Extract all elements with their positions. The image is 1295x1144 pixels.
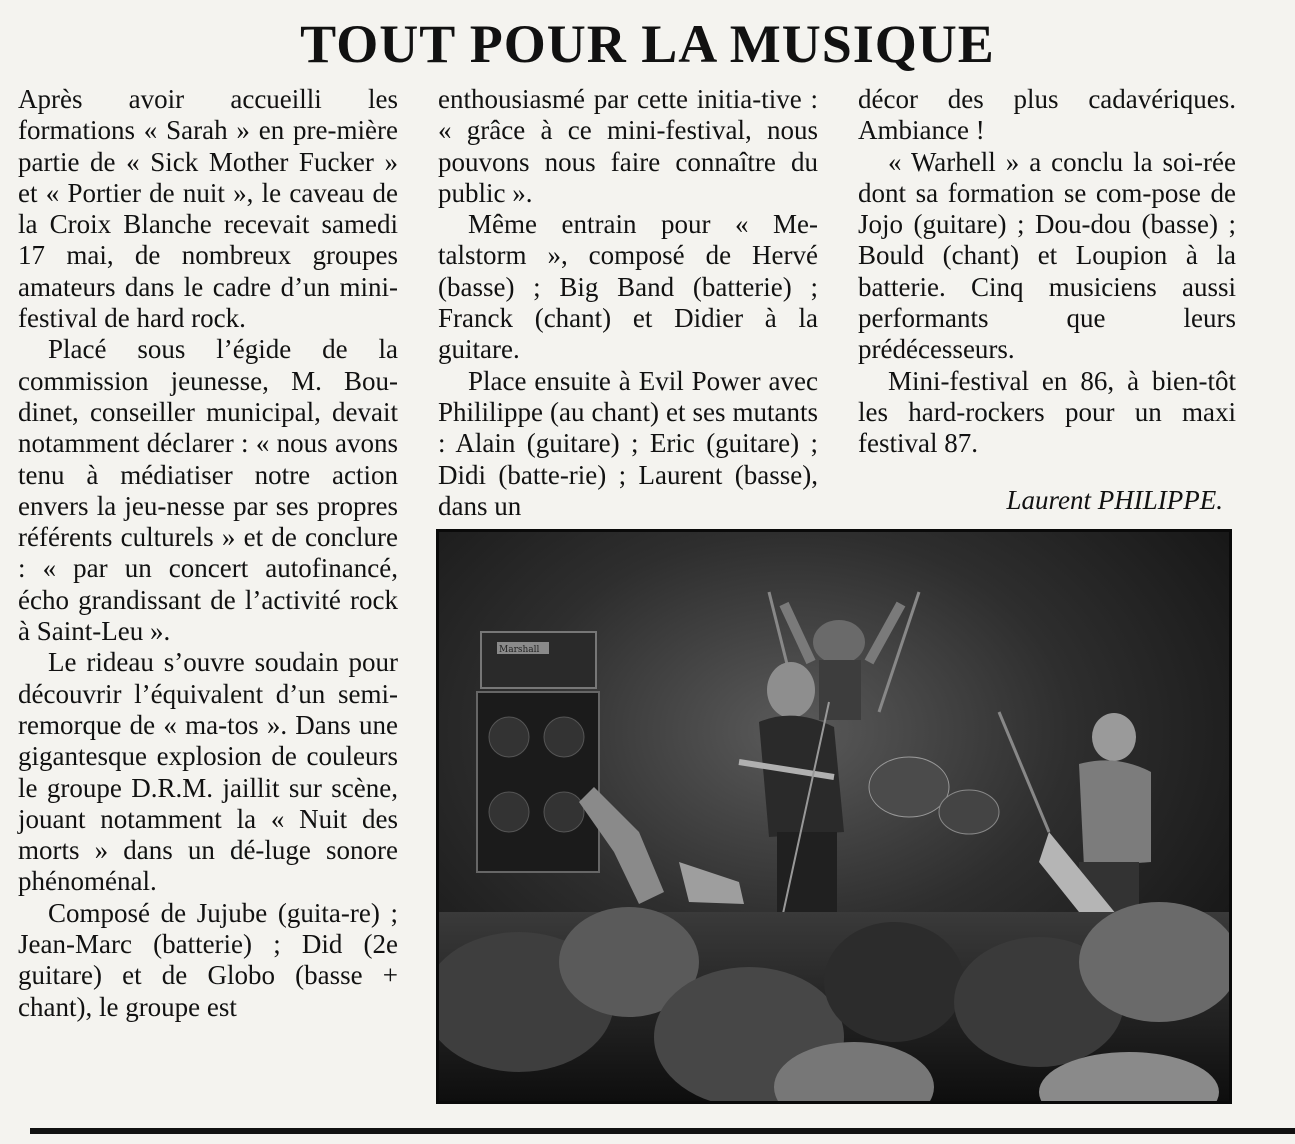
amplifier-logo: Marshall	[499, 645, 540, 655]
paragraph: Mini-festival en 86, à bien-tôt les hard-rockers pour un maxi festival 87.	[858, 365, 1236, 459]
paragraph: Composé de Jujube (guita-re) ; Jean-Marc (batterie) ; Did (2e guitare) et de Globo (basse + chant), le groupe est	[18, 897, 398, 1022]
bottom-rule	[30, 1128, 1295, 1134]
concert-photo	[436, 529, 1232, 1104]
article-title: TOUT POUR LA MUSIQUE	[300, 14, 995, 74]
column-2	[438, 84, 818, 522]
concert-photo-illustration	[439, 532, 1229, 1101]
paragraph: décor des plus cadavériques. Ambiance !	[858, 84, 1236, 146]
column-3	[858, 84, 1236, 460]
paragraph: Placé sous l’égide de la commission jeunesse, M. Bou-dinet, conseiller municipal, devait notamment déclarer : « nous avons tenu à médiatiser notre action envers la jeu-nesse par ses propres référents culturels » et de conclure : « par un concert autofinancé, écho grandissant de l’activité rock à Saint-Leu ».	[18, 334, 398, 647]
author-signature: Laurent PHILIPPE.	[1006, 485, 1223, 515]
crowd	[439, 902, 1229, 1101]
paragraph: « Warhell » a conclu la soi-rée dont sa formation se com-pose de Jojo (guitare) ; Dou-dou (basse) ; Bould (chant) et Loupion à la batterie. Cinq musiciens aussi performants que leurs prédécesseurs.	[858, 146, 1236, 365]
amplifier-stack	[477, 632, 599, 872]
paragraph: Après avoir accueilli les formations « Sarah » en pre-mière partie de « Sick Mother Fucker » et « Portier de nuit », le caveau de la Croix Blanche recevait samedi 17 mai, de nombreux groupes amateurs dans le cadre d’un mini-festival de hard rock.	[18, 84, 398, 334]
paragraph: Même entrain pour « Me-talstorm », composé de Hervé (basse) ; Big Band (batterie) ; Franck (chant) et Didier à la guitare.	[438, 209, 818, 365]
column-1	[18, 84, 398, 1023]
paragraph: Le rideau s’ouvre soudain pour découvrir l’équivalent d’un semi-remorque de « ma-tos ». Dans une gigantesque explosion de couleurs le groupe D.R.M. jaillit sur scène, jouant notamment la « Nuit des morts » dans un dé-luge sonore phénoménal.	[18, 647, 398, 897]
paragraph: Place ensuite à Evil Power avec Phililippe (au chant) et ses mutants : Alain (guitare) ; Eric (guitare) ; Didi (batte-rie) ; Laurent (basse), dans un	[438, 365, 818, 521]
paragraph: enthousiasmé par cette initia-tive : « grâce à ce mini-festival, nous pouvons nous faire connaître du public ».	[438, 84, 818, 208]
